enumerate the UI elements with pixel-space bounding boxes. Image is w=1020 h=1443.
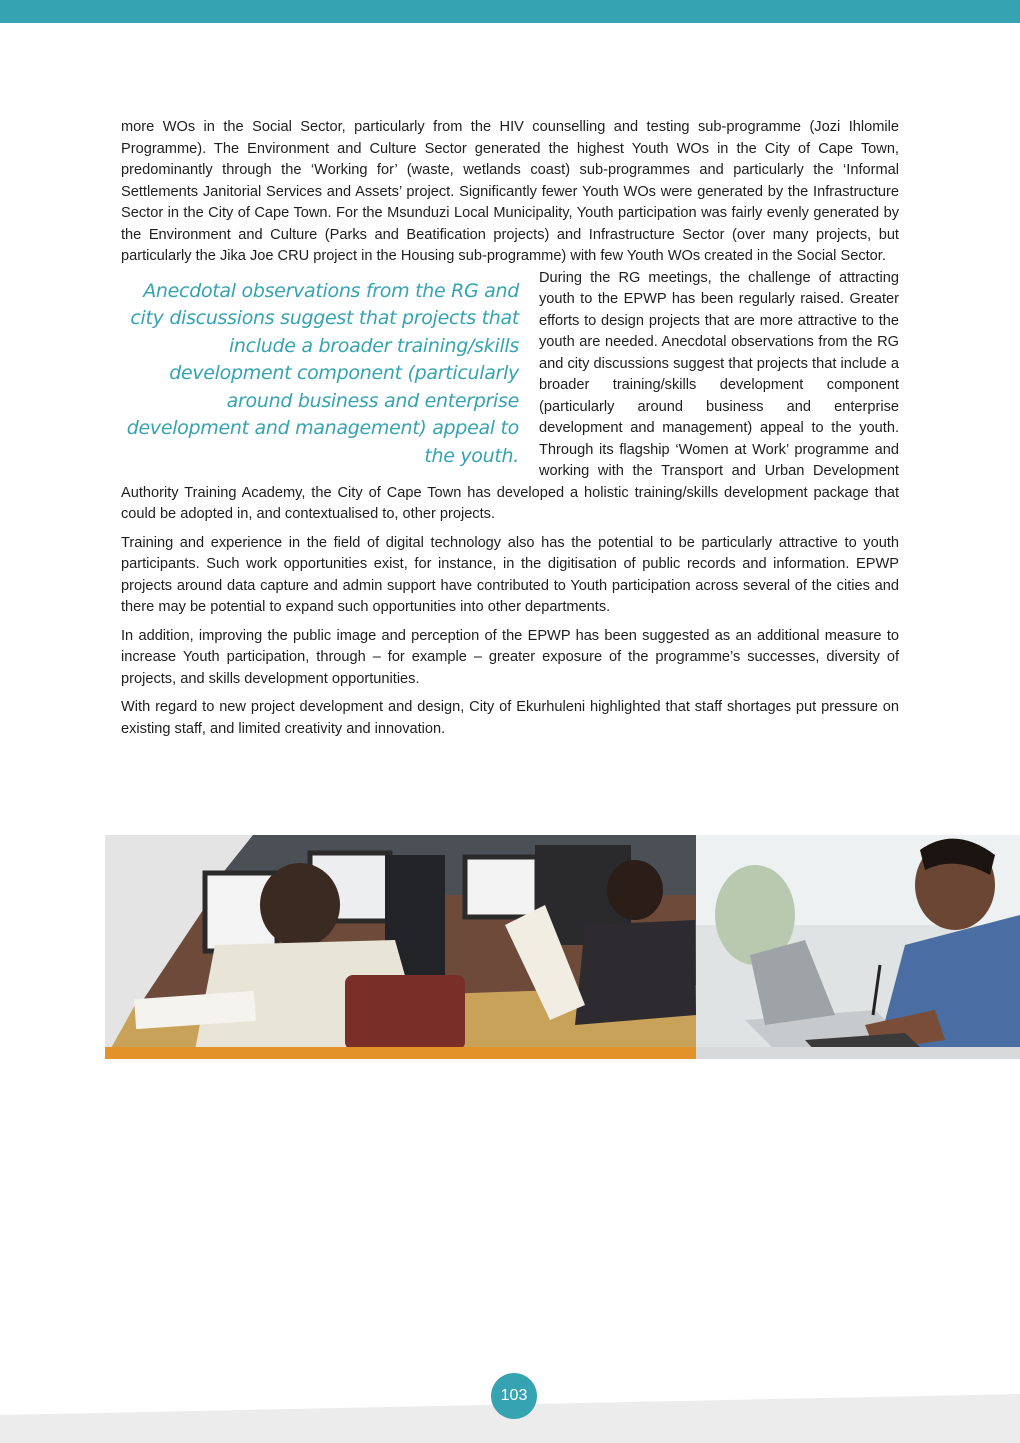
main-text [121,117,899,747]
pull-quote: Anecdotal observations from the RG and city discussions suggest that projects that include a broader training/skills development component (particularly around business and enterprise development and management) appeal to the youth. [126,279,519,467]
paragraph-3: Training and experience in the field of digital technology also has the potential to be particularly attractive to youth participants. Such work opportunities exist, for instance, in the digitisation of public records and information. EPWP projects around data capture and admin support have contributed to Youth participation across several of the cities and there may be potential to expand such opportunities into other departments. [121,534,899,615]
photo-strip [105,835,1020,1059]
paragraph-4: In addition, improving the public image and perception of the EPWP has been suggested as an additional measure to increase Youth participation, through – for example – greater exposure of the programme’s successes, diversity of projects, and skills development opportunities. [121,627,899,687]
orange-band [105,1047,696,1059]
top-accent-bar [0,0,1020,23]
paragraph-1: more WOs in the Social Sector, particularly from the HIV counselling and testing sub-programme (Jozi Ihlomile Programme). The Environment and Culture Sector generated the highest Youth WOs in the City of Cape Town, predominantly through the ‘Working for’ (waste, wetlands coast) sub-programmes and particularly the ‘Informal Settlements Janitorial Services and Assets’ project. Significantly fewer Youth WOs were generated by the Infrastructure Sector in the City of Cape Town. For the Msunduzi Local Municipality, Youth participation was fairly evenly generated by the Environment and Culture (Parks and Beatification projects) and Infrastructure Sector (over many projects, but particularly the Jika Joe CRU project in the Housing sub-programme) with few Youth WOs created in the Social Sector. [121,119,899,264]
page-number: 103 [491,1373,537,1419]
paragraph-2: During the RG meetings, the challenge of attracting youth to the EPWP has been regularly raised. Greater efforts to design projects that are more attractive to the youth are needed. Anecdotal observations from the RG and city discussions suggest that projects that include a broader training/skills development component (particularly around business and enterprise development and management) appeal to the youth. Through its flagship ‘Women at Work’ programme and working with the Transport and Urban Development Authority Training Academy, the City of Cape Town has developed a holistic training/skills development package that could be adopted in, and contextualised to, other projects. [121,269,899,522]
man-writing-photo [696,835,1020,1059]
paragraph-5: With regard to new project development and design, City of Ekurhuleni highlighted that staff shortages put pressure on existing staff, and limited creativity and innovation. [121,699,899,737]
quote-section [121,268,899,533]
